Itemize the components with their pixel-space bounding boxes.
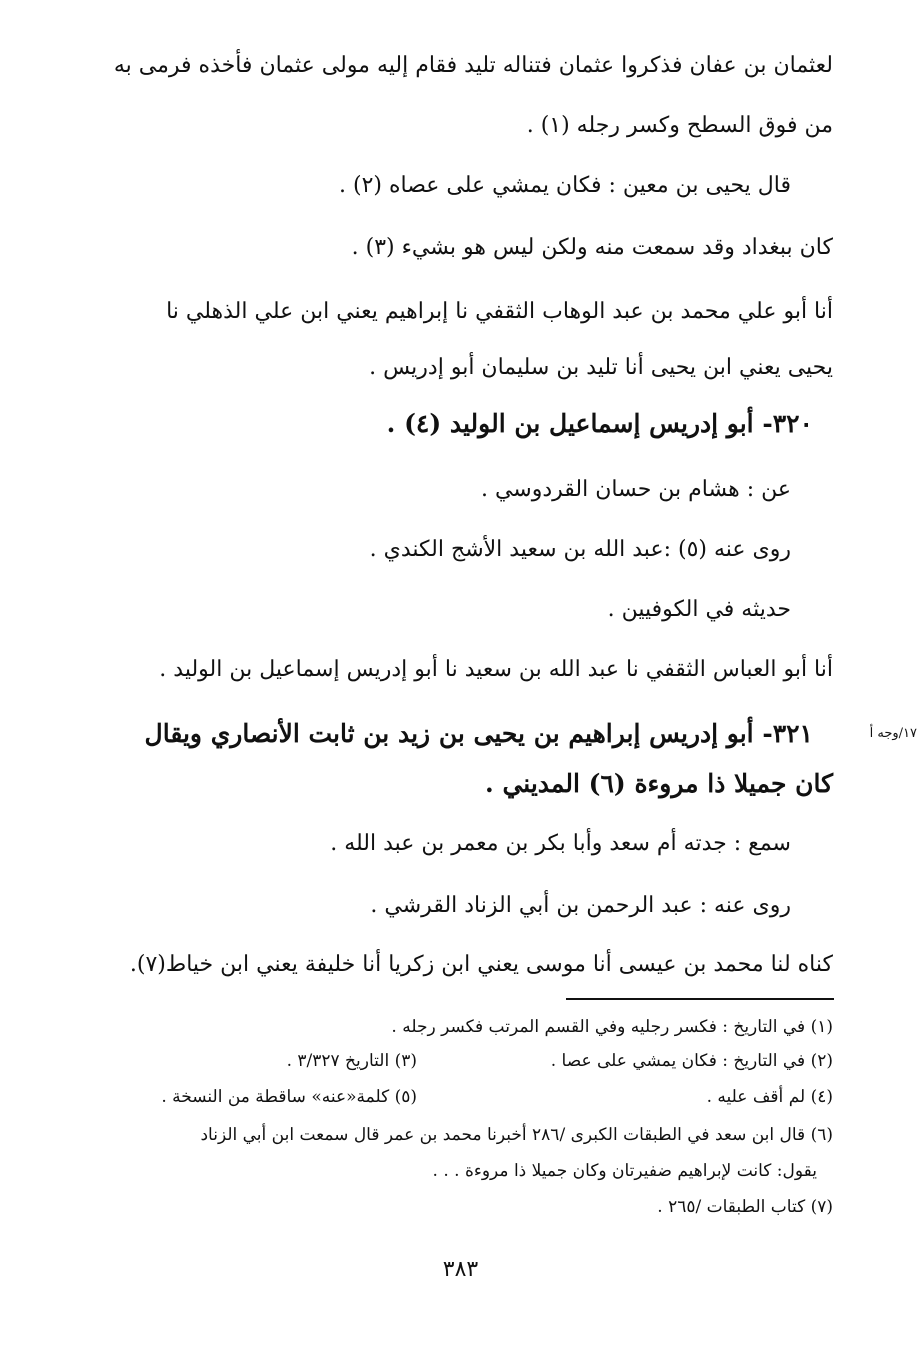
text-line: يحيى يعني ابن يحيى أنا تليد بن سليمان أبو إدريس .: [369, 355, 833, 380]
footnote-6: (٦) قال ابن سعد في الطبقات الكبرى /٢٨٦ أخبرنا محمد بن عمر قال سمعت ابن أبي الزناد: [200, 1125, 833, 1145]
text-line: حديثه في الكوفيين .: [607, 597, 791, 622]
entry-320-heading: ٣٢٠- أبو إدريس إسماعيل بن الوليد (٤) .: [386, 409, 813, 438]
text-line: كان ببغداد وقد سمعت منه ولكن ليس هو بشيء (٣) .: [351, 235, 833, 260]
text-line: روى عنه : عبد الرحمن بن أبي الزناد القرشي .: [370, 893, 791, 918]
footnote-1: (١) في التاريخ : فكسر رجليه وفي القسم المرتب فكسر رجله .: [391, 1017, 833, 1037]
footnote-2: (٢) في التاريخ : فكان يمشي على عصا .: [550, 1051, 833, 1071]
footnote-5: (٥) كلمة«عنه» ساقطة من النسخة .: [161, 1087, 417, 1107]
page-number: ٣٨٣: [442, 1257, 479, 1282]
entry-321-heading-continued: كان جميلا ذا مروءة (٦) المديني .: [485, 769, 833, 798]
text-line: كناه لنا محمد بن عيسى أنا موسى يعني ابن زكريا أنا خليفة يعني ابن خياط(٧).: [129, 952, 833, 977]
text-line: روى عنه (٥) :عبد الله بن سعيد الأشج الكندي .: [369, 537, 791, 562]
footnote-3: (٣) التاريخ ٣/٣٢٧ .: [286, 1051, 417, 1071]
text-line: أنا أبو العباس الثقفي نا عبد الله بن سعيد نا أبو إدريس إسماعيل بن الوليد .: [159, 657, 833, 682]
text-line: عن : هشام بن حسان القردوسي .: [480, 477, 791, 502]
footnote-divider: [566, 998, 834, 1000]
entry-321-heading: ٣٢١- أبو إدريس إبراهيم بن يحيى بن زيد بن ثابت الأنصاري ويقال: [144, 719, 813, 748]
footnote-7: (٧) كتاب الطبقات /٢٦٥ .: [657, 1197, 833, 1217]
text-line: من فوق السطح وكسر رجله (١) .: [526, 113, 833, 138]
text-line: أنا أبو علي محمد بن عبد الوهاب الثقفي نا إبراهيم يعني ابن علي الذهلي نا: [166, 299, 833, 324]
text-line: لعثمان بن عفان فذكروا عثمان فتناله تليد فقام إليه مولى عثمان فأخذه فرمى به: [113, 53, 833, 78]
footnote-6-continued: يقول: كانت لإبراهيم ضفيرتان وكان جميلا ذا مروءة . . .: [432, 1161, 817, 1181]
footnote-4: (٤) لم أقف عليه .: [706, 1087, 833, 1107]
text-line: سمع : جدته أم سعد وأبا بكر بن معمر بن عبد الله .: [330, 831, 791, 856]
manuscript-folio-note: ١٧/وجه أ: [869, 726, 917, 741]
text-line: قال يحيى بن معين : فكان يمشي على عصاه (٢) .: [338, 173, 791, 198]
